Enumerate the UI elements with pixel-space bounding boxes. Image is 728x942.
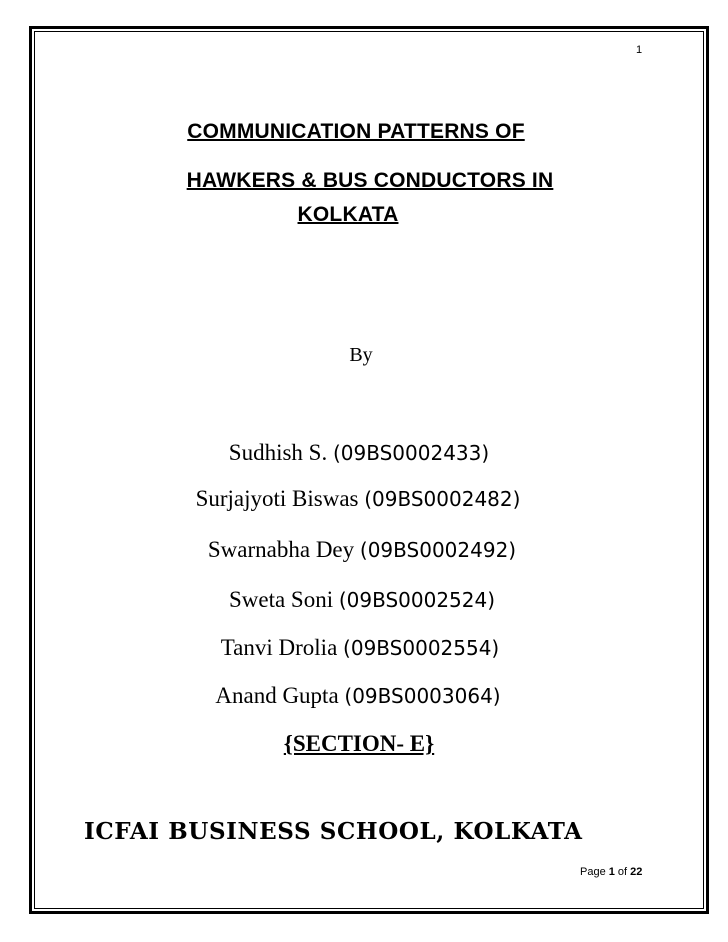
author-id: (09BS0002433) <box>332 441 490 465</box>
title-line-2: HAWKERS & BUS CONDUCTORS IN <box>186 169 554 192</box>
author-line <box>0 587 726 613</box>
author-id: (09BS0002524) <box>338 588 496 612</box>
author-id: (09BS0003064) <box>344 684 501 708</box>
author-name: Surjajyoti Biswas <box>195 486 365 511</box>
author-line <box>0 440 723 466</box>
author-id: (09BS0002554) <box>343 636 500 660</box>
section-label: {SECTION- E} <box>283 731 435 756</box>
author-name: Swarnabha Dey <box>207 537 360 562</box>
header-page-number: 1 <box>636 44 643 56</box>
page-border-inner <box>34 31 704 909</box>
author-name: Sweta Soni <box>228 587 339 612</box>
by-label: By <box>349 344 373 366</box>
author-line <box>0 683 722 709</box>
title-line-3: KOLKATA <box>297 203 399 226</box>
author-id: (09BS0002492) <box>359 538 517 562</box>
author-line <box>0 486 722 512</box>
author-name: Anand Gupta <box>215 683 345 708</box>
current-page: 1 <box>608 866 615 878</box>
author-line <box>0 537 726 563</box>
page-footer: Page 1 of 22 <box>580 866 643 878</box>
author-line <box>0 635 724 661</box>
school-name: ICFAI BUSINESS SCHOOL, KOLKATA <box>84 818 583 845</box>
total-pages: 22 <box>630 866 643 878</box>
author-id: (09BS0002482) <box>364 487 521 511</box>
author-name: Sudhish S. <box>228 440 333 465</box>
title-line-1: COMMUNICATION PATTERNS OF <box>187 120 525 143</box>
author-name: Tanvi Drolia <box>220 635 344 660</box>
